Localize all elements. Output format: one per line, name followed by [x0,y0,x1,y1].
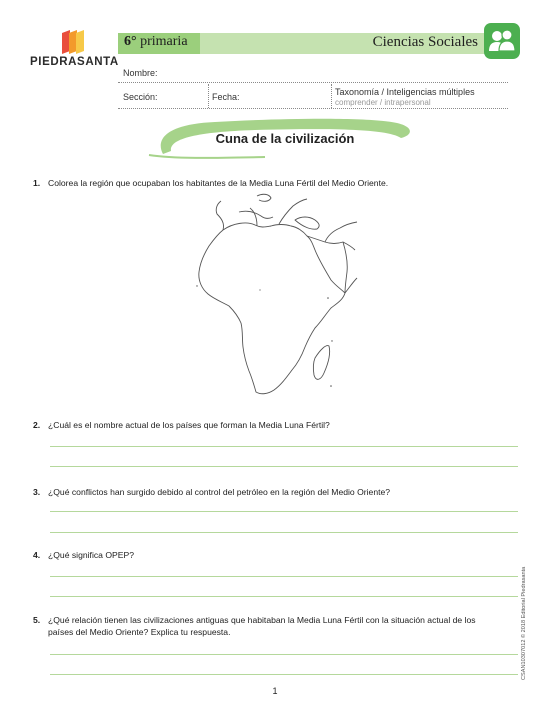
worksheet-title: Cuna de la civilización [215,131,355,146]
answer-line[interactable] [50,576,518,577]
taxonomy-label: Taxonomía / Inteligencias múltiples [335,87,475,97]
question-2: 2. ¿Cuál es el nombre actual de los países que forman la Media Luna Fértil? [33,420,330,430]
africa-middle-east-map[interactable] [195,190,360,402]
grade-label: 6° primaria [124,34,188,49]
date-label: Fecha: [212,92,240,102]
answer-line[interactable] [50,511,518,512]
question-3: 3. ¿Qué conflictos han surgido debido al control del petróleo en la región del Medio Oriente? [33,487,391,497]
question-5: 5. ¿Qué relación tienen las civilizaciones antiguas que habitaban la Media Luna Fértil con la situación actual de los países del Medio Oriente? Explica tu respuesta. [33,615,476,637]
brand-name: PIEDRASANTA [30,56,119,68]
question-1: 1. Colorea la región que ocupaban los habitantes de la Media Luna Fértil del Medio Oriente. [33,178,389,188]
copyright-code: CSAN10307012 © 2018 Editorial Piedrasanta [521,566,527,680]
answer-line[interactable] [50,654,518,655]
name-field[interactable] [118,82,508,83]
page-number: 1 [272,686,278,696]
people-icon [484,23,520,59]
piedrasanta-logo-icon [60,30,88,54]
taxonomy-sub: comprender / intrapersonal [335,98,431,107]
answer-line[interactable] [50,596,518,597]
answer-line[interactable] [50,532,518,533]
subject-title: Ciencias Sociales [372,34,478,50]
field-divider [208,84,209,108]
fields-bottom-line [118,108,508,109]
answer-line[interactable] [50,446,518,447]
name-label: Nombre: [123,68,158,78]
answer-line[interactable] [50,466,518,467]
answer-line[interactable] [50,674,518,675]
question-4: 4. ¿Qué significa OPEP? [33,550,134,560]
field-divider [331,84,332,108]
section-label: Sección: [123,92,158,102]
